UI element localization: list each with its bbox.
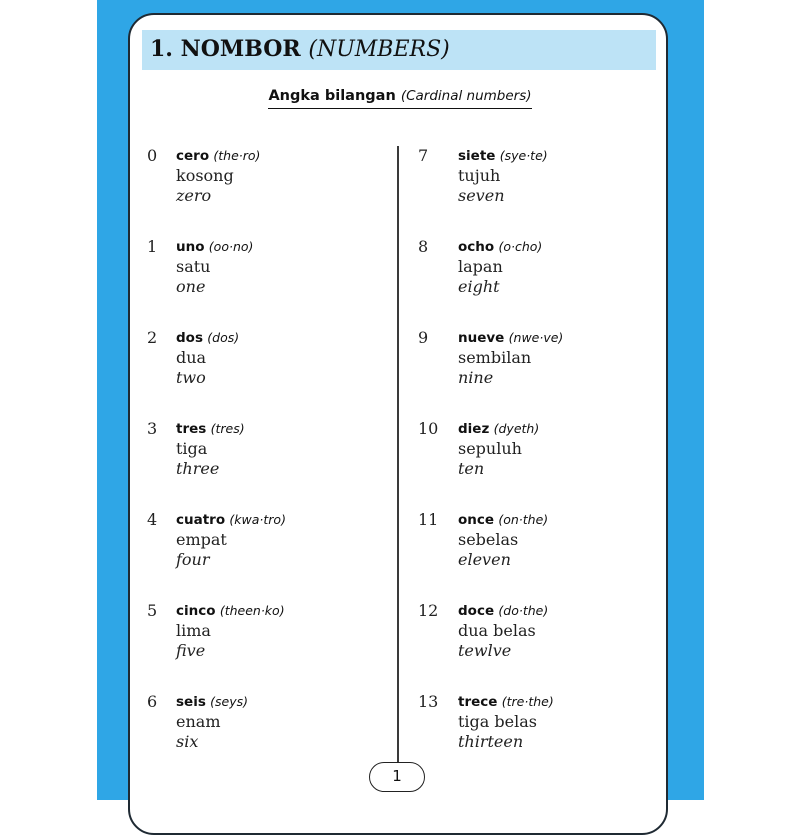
spanish-line [176,419,245,439]
pronunciation: (on·the) [498,512,549,527]
malay-word: sebelas [458,530,519,549]
malay-word: empat [176,530,227,549]
spanish-word: seis [176,694,206,710]
pronunciation: (nwe·ve) [508,330,564,345]
spanish-line [458,510,548,530]
entry-number: 1 [147,237,158,256]
pronunciation: (kwa·tro) [229,512,286,527]
entry-number: 6 [147,692,158,711]
english-word: tewlve [458,641,512,660]
pronunciation: (tre·the) [501,694,554,709]
entry-number: 4 [147,510,158,529]
pronunciation: (o·cho) [498,239,543,254]
english-word: eight [458,277,500,296]
spanish-line [176,146,260,166]
malay-word: dua belas [458,621,536,640]
entry-number: 9 [418,328,429,347]
entry-body [176,146,260,205]
spanish-word: ocho [458,239,495,255]
english-word: thirteen [458,732,524,751]
entry-body [176,692,248,751]
entry-body [458,146,548,205]
spanish-word: siete [458,148,496,164]
malay-word: tiga belas [458,712,537,731]
section-subheading [0,86,800,109]
spanish-word: trece [458,694,498,710]
spanish-line [458,419,539,439]
title-main: 1. NOMBOR [150,36,309,62]
english-word: eleven [458,550,511,569]
entry-number: 3 [147,419,158,438]
pronunciation: (sye·te) [499,148,548,163]
entry-body [458,692,554,751]
entry-number: 2 [147,328,158,347]
entry-body [176,237,253,296]
spanish-word: doce [458,603,495,619]
malay-word: sepuluh [458,439,522,458]
spanish-word: tres [176,421,207,437]
spanish-word: cero [176,148,210,164]
spanish-line [176,692,248,712]
spanish-word: dos [176,330,203,346]
subheading-english: (Cardinal numbers) [400,88,532,104]
spanish-word: uno [176,239,205,255]
pronunciation: (theen·ko) [219,603,285,618]
entry-body [176,328,239,387]
entry-number: 13 [418,692,439,711]
english-word: three [176,459,220,478]
english-word: ten [458,459,485,478]
title-english: (NUMBERS) [308,37,450,62]
malay-word: lima [176,621,211,640]
entry-number: 7 [418,146,429,165]
spanish-line [176,237,253,257]
malay-word: lapan [458,257,503,276]
pronunciation: (do·the) [498,603,549,618]
entry-number: 8 [418,237,429,256]
english-word: zero [176,186,212,205]
english-word: one [176,277,206,296]
entry-body [458,510,548,569]
entry-number: 10 [418,419,439,438]
spanish-line [176,328,239,348]
spanish-word: cuatro [176,512,226,528]
spanish-word: once [458,512,495,528]
entry-body [458,328,563,387]
entry-number: 12 [418,601,439,620]
page-number: 1 [369,762,425,792]
subheading-main: Angka bilangan [268,88,401,104]
malay-word: satu [176,257,211,276]
spanish-line [176,510,286,530]
entry-number: 11 [418,510,439,529]
english-word: five [176,641,206,660]
spanish-line [458,146,548,166]
pronunciation: (the·ro) [213,148,261,163]
spanish-line [176,601,285,621]
spanish-word: diez [458,421,490,437]
malay-word: tiga [176,439,208,458]
entry-number: 0 [147,146,158,165]
pronunciation: (tres) [210,421,245,436]
malay-word: sembilan [458,348,532,367]
spanish-word: nueve [458,330,505,346]
english-word: six [176,732,199,751]
pronunciation: (dyeth) [493,421,540,436]
entry-body [458,601,548,660]
pronunciation: (dos) [207,330,240,345]
subheading-underline [268,86,531,109]
english-word: four [176,550,210,569]
page-title [150,35,450,64]
entry-body [176,601,285,660]
malay-word: kosong [176,166,234,185]
pronunciation: (seys) [210,694,249,709]
spanish-line [458,237,542,257]
malay-word: enam [176,712,221,731]
spanish-word: cinco [176,603,216,619]
entry-body [458,237,542,296]
entry-body [176,419,245,478]
entry-body [176,510,286,569]
english-word: seven [458,186,505,205]
spanish-line [458,692,554,712]
english-word: two [176,368,206,387]
spanish-line [458,601,548,621]
entry-body [458,419,539,478]
pronunciation: (oo·no) [208,239,254,254]
entry-number: 5 [147,601,158,620]
spanish-line [458,328,563,348]
english-word: nine [458,368,494,387]
malay-word: dua [176,348,207,367]
column-divider [397,146,399,762]
malay-word: tujuh [458,166,501,185]
